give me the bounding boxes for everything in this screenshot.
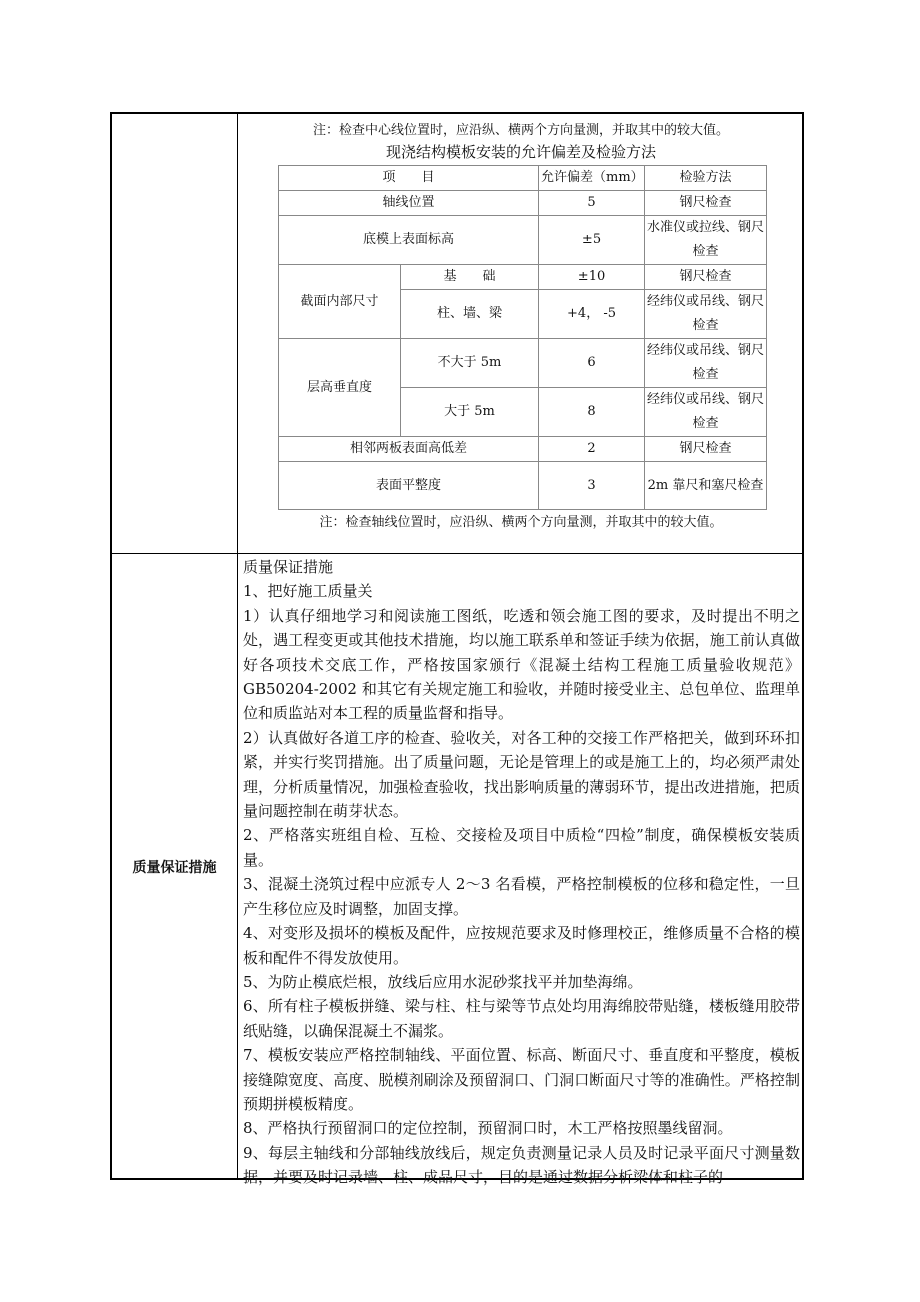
cell-tolerance: 8 <box>539 388 645 437</box>
tolerance-table <box>278 165 767 510</box>
tolerance-section <box>238 114 804 553</box>
header-tolerance: 允许偏差（mm） <box>539 166 645 191</box>
cell-tolerance: ±10 <box>539 265 645 290</box>
paragraph: 9、每层主轴线和分部轴线放线后，规定负责测量记录人员及时记录平面尺寸测量数据，并要及时记录墙、柱、成品尺寸，目的是通过数据分析梁体和柱子的 <box>243 1143 800 1187</box>
cell-method: 钢尺检查 <box>645 191 767 216</box>
cell-tolerance: 3 <box>539 462 645 510</box>
cell-item: 轴线位置 <box>279 191 539 216</box>
header-method: 检验方法 <box>645 166 767 191</box>
table-row <box>279 191 767 216</box>
cell-method: 经纬仪或吊线、钢尺检查 <box>645 388 767 437</box>
paragraph: 2）认真做好各道工序的检查、验收关，对各工种的交接工作严格把关，做到环环扣紧，并实行奖罚措施。出了质量问题，无论是管理上的或是施工上的，均必须严肃处理，分析质量情况，加强检查验收，找出影响质量的薄弱环节，提出改进措施，把质量问题控制在萌芽状态。 <box>243 728 800 821</box>
cell-tolerance: ±5 <box>539 216 645 265</box>
paragraph: 1、把好施工质量关 <box>243 582 373 601</box>
table-row <box>279 437 767 462</box>
cell-method: 经纬仪或吊线、钢尺检查 <box>645 290 767 339</box>
quality-measures-text <box>243 555 800 1190</box>
paragraph: 7、模板安装应严格控制轴线、平面位置、标高、断面尺寸、垂直度和平整度，模板接缝隙宽度、高度、脱模剂刷涂及预留洞口、门洞口断面尺寸等的准确性。严格控制预期拼模板精度。 <box>243 1046 800 1113</box>
note-top: 注：检查中心线位置时，应沿纵、横两个方向量测，并取其中的较大值。 <box>312 123 729 138</box>
paragraph: 1）认真仔细地学习和阅读施工图纸，吃透和领会施工图的要求，及时提出不明之处，遇工程变更或其他技术措施，均以施工联系单和签证手续为依据，施工前认真做好各项技术交底工作，严格按国家颁行《混凝土结构工程施工质量验收规范》GB50204-2002 和其它有关规定施工和验收，并随时接受业主、总包单位、监理单位和质监站对本工程的质量监督和指导。 <box>243 606 800 723</box>
paragraph: 6、所有柱子模板拼缝、梁与柱、柱与梁等节点处均用海绵胶带贴缝，楼板缝用胶带纸贴缝，以确保混凝土不漏浆。 <box>243 997 800 1040</box>
cell-method: 经纬仪或吊线、钢尺检查 <box>645 339 767 388</box>
paragraph: 4、对变形及损坏的模板及配件，应按规范要求及时修理校正，维修质量不合格的模板和配件不得发放使用。 <box>243 924 800 967</box>
cell-subitem: 大于 5m <box>401 388 539 437</box>
cell-tolerance: +4， -5 <box>539 290 645 339</box>
paragraph: 质量保证措施 <box>243 558 334 576</box>
paragraph: 2、严格落实班组自检、互检、交接检及项目中质检“四检”制度，确保模板安装质量。 <box>243 826 800 869</box>
paragraph: 5、为防止模底烂根，放线后应用水泥砂浆找平并加垫海绵。 <box>243 972 643 991</box>
table-header-row <box>279 166 767 191</box>
cell-item: 截面内部尺寸 <box>279 265 401 339</box>
cell-item: 层高垂直度 <box>279 339 401 437</box>
table-row <box>279 265 767 290</box>
table-row <box>279 339 767 388</box>
note-bottom: 注：检查轴线位置时，应沿纵、横两个方向量测，并取其中的较大值。 <box>319 515 723 530</box>
tolerance-table-title: 现浇结构模板安装的允许偏差及检验方法 <box>385 143 656 161</box>
cell-tolerance: 5 <box>539 191 645 216</box>
cell-tolerance: 6 <box>539 339 645 388</box>
cell-method: 2m 靠尺和塞尺检查 <box>645 462 767 510</box>
cell-tolerance: 2 <box>539 437 645 462</box>
cell-method: 钢尺检查 <box>645 265 767 290</box>
table-row <box>279 216 767 265</box>
document-table <box>110 112 804 1187</box>
cell-subitem: 不大于 5m <box>401 339 539 388</box>
table-row <box>279 462 767 510</box>
paragraph: 8、严格执行预留洞口的定位控制，预留洞口时，木工严格按照墨线留洞。 <box>243 1119 733 1138</box>
cell-item: 底模上表面标高 <box>279 216 539 265</box>
cell-item: 表面平整度 <box>279 462 539 510</box>
cell-method: 水准仪或拉线、钢尺检查 <box>645 216 767 265</box>
section-label: 质量保证措施 <box>132 860 217 876</box>
header-item: 项 目 <box>279 166 539 191</box>
cell-subitem: 基 础 <box>401 265 539 290</box>
paragraph: 3、混凝土浇筑过程中应派专人 2～3 名看模，严格控制模板的位移和稳定性，一旦产生移位应及时调整，加固支撑。 <box>243 875 800 918</box>
cell-subitem: 柱、墙、梁 <box>401 290 539 339</box>
cell-method: 钢尺检查 <box>645 437 767 462</box>
cell-item: 相邻两板表面高低差 <box>279 437 539 462</box>
